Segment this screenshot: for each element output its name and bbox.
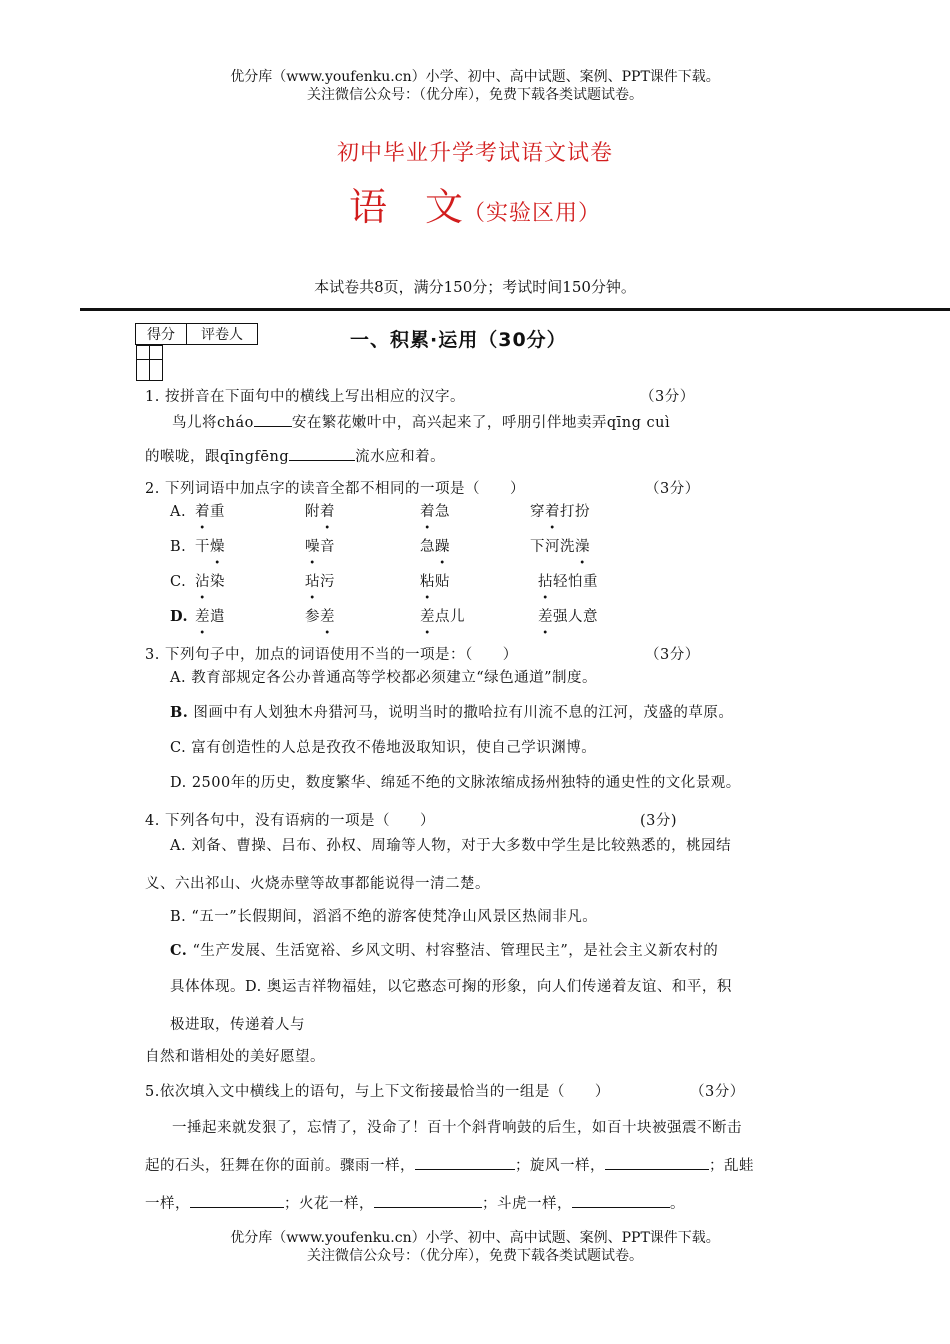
q1-line1 <box>172 412 670 433</box>
q2-option-d-word3: 差点儿 <box>420 609 465 625</box>
q1-line2a: 的喉咙，跟qīngfēng <box>145 449 290 465</box>
q2-option-a-word3: 着急 <box>420 504 450 520</box>
q2-option-d-word4: 差强人意 <box>538 609 598 625</box>
q4-option-a-line1: A. 刘备、曹操、吕布、孙权、周瑜等人物，对于大多数中学生是比较熟悉的，桃园结 <box>170 838 732 854</box>
q5-text-f: ；斗虎一样， <box>482 1196 572 1212</box>
q5-passage-line1: 一捶起来就发狠了，忘情了，没命了！百十个斜背响鼓的后生，如百十块被强震不断击 <box>172 1120 742 1136</box>
score-box <box>135 323 258 364</box>
exam-info: 本试卷共8页，满分150分；考试时间150分钟。 <box>314 278 636 296</box>
q2-option-a-label: A. <box>170 504 187 520</box>
q5-text-e: ；火花一样， <box>284 1196 374 1212</box>
q1-stem: 1. 按拼音在下面句中的横线上写出相应的汉字。 <box>145 389 465 405</box>
q3-option-b-label: B. <box>170 704 189 721</box>
q2-option-b-label: B. <box>170 539 187 555</box>
subject-note: （实验区用） <box>463 201 602 226</box>
q5-blank-1[interactable] <box>415 1155 515 1170</box>
grader-cell <box>149 346 162 381</box>
q2-option-b-word4: 下河洗澡 <box>530 539 590 555</box>
q3-points: （3分） <box>645 647 700 663</box>
q4-stem: 4. 下列各句中，没有语病的一项是（ ） <box>145 813 435 829</box>
q1-line1b: 安在繁花嫩叶中，高兴起来了，呼朋引伴地卖弄qīng cuì <box>291 415 671 431</box>
q3-option-b-text: 图画中有人划独木舟猎河马，说明当时的撒哈拉有川流不息的江河，茂盛的草原。 <box>193 705 734 721</box>
q5-text-a: 起的石头，狂舞在你的面前。骤雨一样， <box>145 1158 415 1174</box>
q5-blank-5[interactable] <box>572 1193 670 1208</box>
header-line-2: 关注微信公众号：（优分库），免费下载各类试题试卷。 <box>307 87 643 103</box>
q1-line2b: 流水应和着。 <box>355 449 446 465</box>
q2-points: （3分） <box>645 481 700 497</box>
q2-option-b-word2: 噪音 <box>305 539 335 555</box>
q5-blank-3[interactable] <box>190 1193 284 1208</box>
subject-title <box>0 176 950 231</box>
q3-option-d: D. 2500年的历史，数度繁华、绵延不绝的文脉浓缩成扬州独特的通史性的文化景观。 <box>170 775 741 791</box>
q4-option-c-line1 <box>170 941 718 961</box>
q4-option-c-line3: 极进取，传递着人与 <box>170 1017 305 1033</box>
subject-name: 语 文 <box>348 185 463 229</box>
q2-option-d-word1: 差遣 <box>195 609 225 625</box>
q2-option-a-word4: 穿着打扮 <box>530 504 590 520</box>
q5-text-d: 一样， <box>145 1196 190 1212</box>
q1-blank-2[interactable] <box>289 446 355 461</box>
q2-option-a-word1: 着重 <box>195 504 225 520</box>
q5-stem: 5.依次填入文中横线上的语句，与上下文衔接最恰当的一组是（ ） <box>145 1084 610 1100</box>
score-cell <box>136 346 149 381</box>
grader-label: 评卷人 <box>187 324 258 345</box>
q4-option-c-line2: 具体体现。D. 奥运吉祥物福娃，以它憨态可掬的形象，向人们传递着友谊、和平，积 <box>170 979 732 995</box>
q5-text-g: 。 <box>670 1196 685 1212</box>
q3-option-c: C. 富有创造性的人总是孜孜不倦地汲取知识，使自己学识渊博。 <box>170 740 597 756</box>
footer-line-1: 优分库（www.youfenku.cn）小学、初中、高中试题、案例、PPT课件下载。 <box>230 1230 720 1246</box>
q1-points: （3分） <box>640 389 695 405</box>
q4-option-b: B. “五一”长假期间，滔滔不绝的游客使梵净山风景区热闹非凡。 <box>170 909 598 925</box>
q4-option-a-line2: 义、六出祁山、火烧赤壁等故事都能说得一清二楚。 <box>145 876 490 892</box>
section-heading: 一、积累·运用（30分） <box>350 329 567 351</box>
q2-option-d-word2: 参差 <box>305 609 335 625</box>
q4-option-c-label: C. <box>170 942 188 959</box>
score-label: 得分 <box>136 324 187 345</box>
divider <box>80 308 950 311</box>
q4-option-c-text: “生产发展、生活宽裕、乡风文明、村容整洁、管理民主”，是社会主义新农村的 <box>192 943 719 959</box>
q2-option-c-word3: 粘贴 <box>420 574 450 590</box>
q5-text-b: ；旋风一样， <box>515 1158 605 1174</box>
q4-option-c-line4: 自然和谐相处的美好愿望。 <box>145 1049 325 1065</box>
q2-option-c-word4: 拈轻怕重 <box>538 574 598 590</box>
q5-points: （3分） <box>690 1084 745 1100</box>
q2-option-b-word1: 干燥 <box>195 539 225 555</box>
q5-blank-4[interactable] <box>374 1193 482 1208</box>
q2-option-d-label: D. <box>170 608 189 625</box>
exam-title: 初中毕业升学考试语文试卷 <box>336 141 613 166</box>
q1-line2 <box>145 446 445 467</box>
header-line-1: 优分库（www.youfenku.cn）小学、初中、高中试题、案例、PPT课件下载。 <box>230 69 720 85</box>
q2-option-b-word3: 急躁 <box>420 539 450 555</box>
q3-stem: 3. 下列句子中，加点的词语使用不当的一项是：（ ） <box>145 647 518 663</box>
q2-stem: 2. 下列词语中加点字的读音全都不相同的一项是（ ） <box>145 481 525 497</box>
q5-text-c: ；乱蛙 <box>709 1158 754 1174</box>
q4-points: (3分) <box>640 813 678 829</box>
q2-option-a-word2: 附着 <box>305 504 335 520</box>
q1-blank-1[interactable] <box>254 412 292 427</box>
q2-option-c-word2: 玷污 <box>305 574 335 590</box>
q5-passage-line2 <box>145 1155 754 1176</box>
q1-line1a: 鸟儿将cháo <box>172 415 254 431</box>
q3-option-b <box>170 703 733 723</box>
q3-option-a: A. 教育部规定各公办普通高等学校都必须建立“绿色通道”制度。 <box>170 670 598 686</box>
q5-passage-line3 <box>145 1193 685 1214</box>
footer-line-2: 关注微信公众号：（优分库），免费下载各类试题试卷。 <box>307 1248 643 1264</box>
q5-blank-2[interactable] <box>605 1155 709 1170</box>
q2-option-c-word1: 沾染 <box>195 574 225 590</box>
q2-option-c-label: C. <box>170 574 187 590</box>
